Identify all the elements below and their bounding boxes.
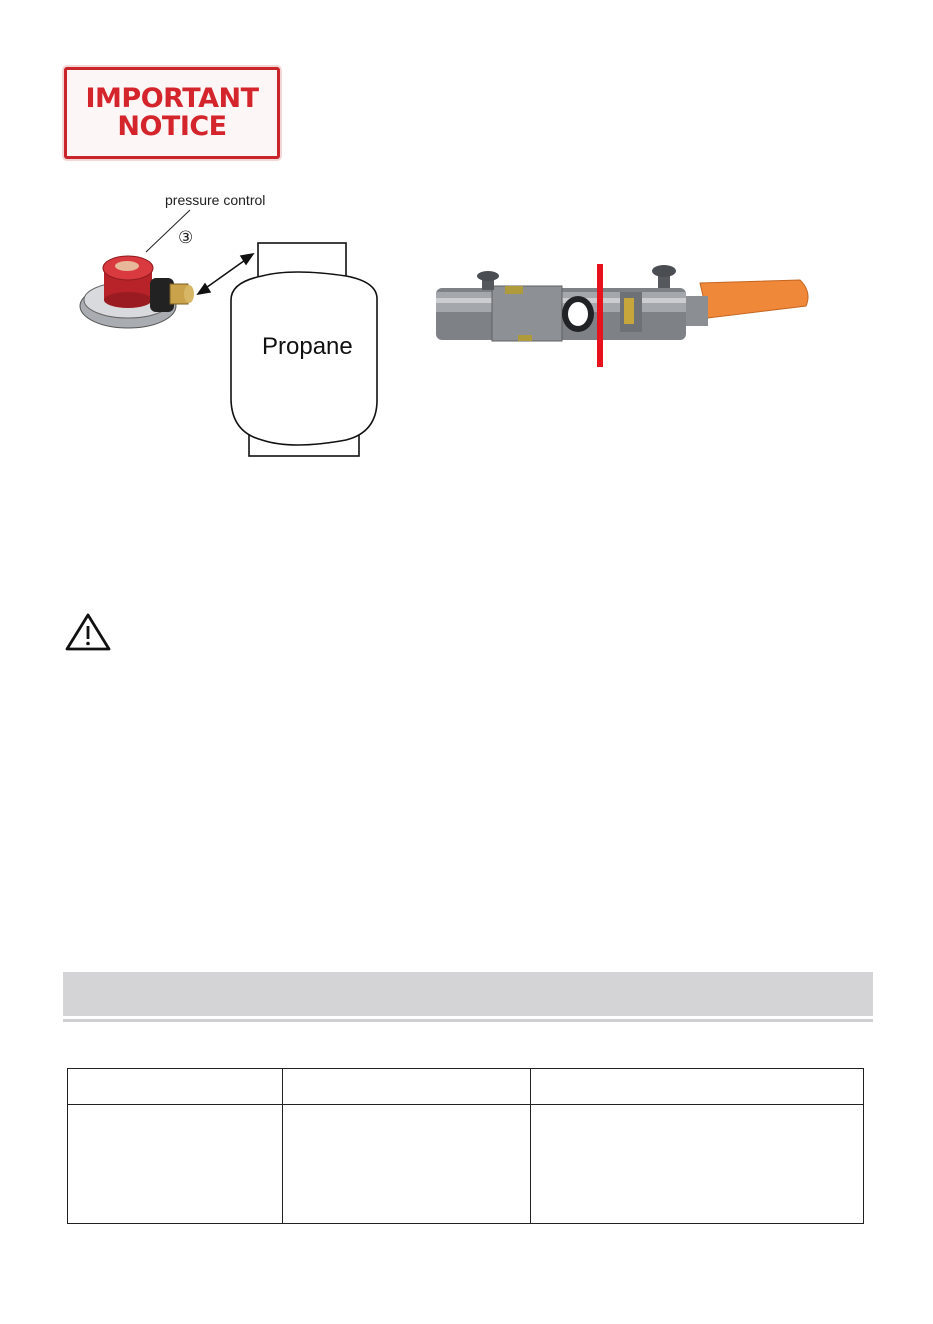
pressure-regulator-icon	[80, 256, 194, 328]
section-header-bar	[63, 972, 873, 1016]
red-marker-line	[597, 264, 603, 367]
notice-line-2: NOTICE	[117, 111, 227, 142]
spec-table	[67, 1068, 864, 1224]
table-cell	[68, 1105, 283, 1224]
warning-triangle-icon	[64, 612, 112, 652]
table-header-cell	[68, 1069, 283, 1105]
table-row	[68, 1105, 864, 1224]
table-cell	[282, 1105, 531, 1224]
table-header-cell	[282, 1069, 531, 1105]
callout-number: ③	[178, 228, 194, 247]
notice-line-1: IMPORTANT	[85, 83, 259, 114]
table-header-row	[68, 1069, 864, 1105]
table-header-cell	[531, 1069, 864, 1105]
propane-tank-label: Propane	[262, 333, 353, 360]
section-divider	[63, 1019, 873, 1022]
gas-ball-valve-icon	[436, 265, 808, 341]
table-cell	[531, 1105, 864, 1224]
connection-illustration	[0, 0, 933, 480]
pressure-control-label: pressure control	[165, 192, 266, 208]
